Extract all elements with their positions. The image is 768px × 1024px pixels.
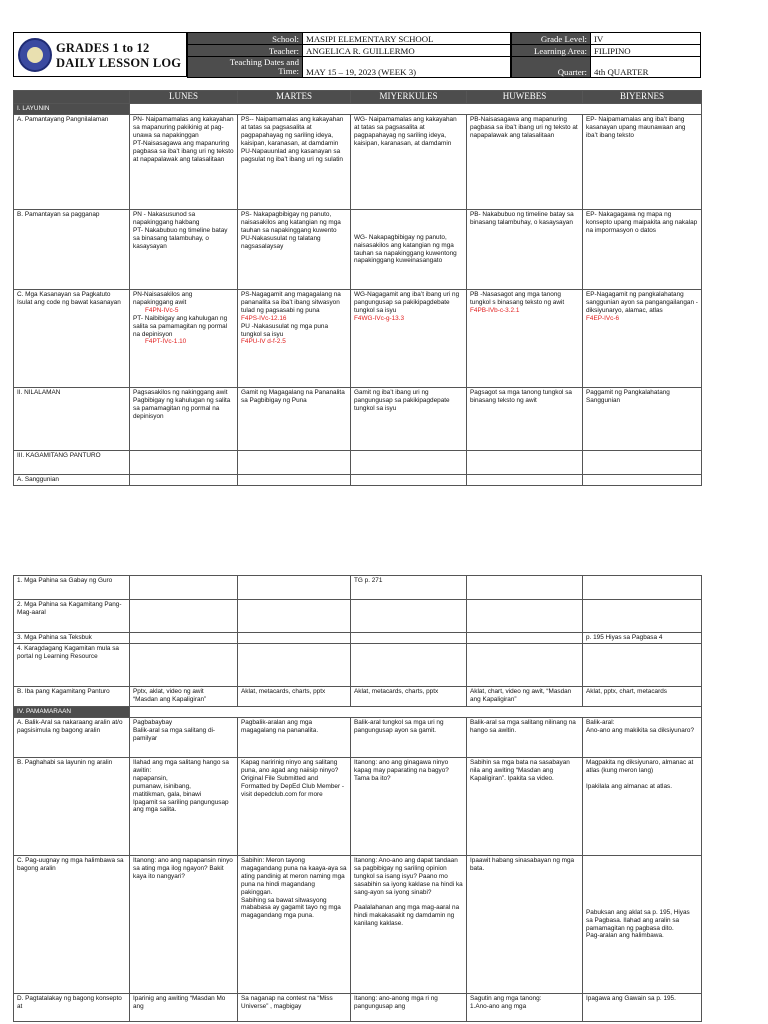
section-label: IV. PAMAMARAAN	[14, 707, 130, 718]
competency-code: F4PT-IVc-1.10	[145, 338, 187, 346]
logo-line-2: DAILY LESSON LOG	[56, 56, 182, 70]
table-row	[14, 856, 702, 994]
row-label: A. Sanggunian	[14, 475, 130, 486]
meta-right	[511, 32, 701, 78]
cell-lunes: Ilahad ang mga salitang hango sa awitin: napapansin, pumanaw, isinibang, matitikman, gala, binawi Ipagamit sa sariling pangungusap ang mga salita.	[130, 758, 238, 856]
competency-code: F4PS-IVc-12.16	[241, 314, 287, 322]
cell-lunes: Iparinig ang awiting “Masdan Mo ang	[130, 994, 238, 1022]
row-label: B. Paghahabi sa layunin ng aralin	[14, 758, 130, 856]
row-label: 2. Mga Pahina sa Kagamitang Pang- Mag-aaral	[14, 600, 130, 633]
quarter-label: Quarter:	[512, 57, 591, 78]
cell-martes: Pagbalik-aralan ang mga magagalang na pananalita.	[238, 718, 351, 758]
cell-lunes: PN- Naipamamalas ang kakayahan sa mapanuring pakikinig at pag-unawa sa napakinggan PT-Naisasagawa ang mapanuring pagbasa sa iba’t ibang uri ng teksto at napapalawak ang talasalitaan	[130, 115, 238, 210]
table-row	[14, 600, 702, 633]
dates-label-2: Time:	[278, 66, 299, 76]
logo-line-1: GRADES 1 to 12	[56, 41, 150, 55]
competency-code: F4EP-IVc-6	[586, 314, 620, 322]
area-value: FILIPINO	[591, 45, 701, 57]
dates-label-1: Teaching Dates and	[229, 57, 299, 67]
cell-lunes: Pptx, aklat, video ng awit “Masdan ang Kapaligiran”	[130, 687, 238, 707]
table-row	[14, 115, 702, 210]
meta-left	[187, 32, 511, 78]
table-row	[14, 718, 702, 758]
row-label: A. Pamantayang Pangnilalaman	[14, 115, 130, 210]
table-row	[14, 290, 702, 388]
cell-miyerkules: WG- Naipamamalas ang kakayahan at tatas sa pagsasalita at pagpapahayag ng sariling ideya, kaisipan, karanasan, at damdamin	[351, 115, 467, 210]
cell-lunes: PN-Naisasakilos ang napakinggang awit F4PN-IVc-5 PT- Naibibigay ang kahulugan ng salita sa pamamagitan ng pormal na depinisyon F4PT-IVc-1.10	[130, 290, 238, 388]
table-row	[14, 451, 702, 475]
day-huwebes: HUWEBES	[467, 91, 583, 104]
cell-martes: Aklat, metacards, charts, pptx	[238, 687, 351, 707]
row-label: 1. Mga Pahina sa Gabay ng Guro	[14, 576, 130, 600]
logo-box	[13, 32, 187, 77]
school-label: School:	[188, 33, 303, 45]
cell-martes: Kapag naririnig ninyo ang salitang puna, ano agad ang naiisip ninyo? Original File Submitted and Formatted by DepEd Club Member - visit depedclub.com for more	[238, 758, 351, 856]
row-label: III. KAGAMITANG PANTURO	[14, 451, 130, 475]
table-row	[14, 475, 702, 486]
cell-miyerkules: Itanong: Ano-ano ang dapat tandaan sa pagbibigay ng sariling opinion tungkol sa isang isyu? Paano mo sasabihin sa iyong kaklase na hindi ka sang-ayon sa iyong sinabi? Paalalahanan ang mga mag-aaral na hindi makakasakit ng damdamin ng kanilang kaklase.	[351, 856, 467, 994]
cell-huwebes: Pagsagot sa mga tanong tungkol sa binasang teksto ng awit	[467, 388, 583, 451]
cell-lunes: Pagsasakilos ng nakinggang awit Pagbibigay ng kahulugan ng salita sa pamamagitan ng pormal na depinisyon	[130, 388, 238, 451]
cell-martes: PS- Nakapagbibigay ng panuto, naisasakilos ang katangian ng mga tauhan sa napakinggang kuwento PU-Nakasusulat ng talatang nagsasalaysay	[238, 210, 351, 290]
competency-code: F4PB-IVb-c-3.2.1	[470, 306, 520, 314]
cell-biyernes: Balik-aral: Ano-ano ang makikita sa diksiyunaro?	[583, 718, 702, 758]
cell-biyernes: Paggamit ng Pangkalahatang Sanggunian	[583, 388, 702, 451]
table-row	[14, 758, 702, 856]
table-row	[14, 644, 702, 687]
cell-miyerkules: Gamit ng iba’t ibang uri ng pangungusap sa pakikipagdepate tungkol sa isyu	[351, 388, 467, 451]
row-label: 4. Karagdagang Kagamitan mula sa portal ng Learning Resource	[14, 644, 130, 687]
logo-title	[56, 41, 181, 71]
table-row	[14, 388, 702, 451]
competency-code: F4WG-IVc-g-13.3	[354, 314, 405, 322]
cell-huwebes: Aklat, chart, video ng awit, “Masdan ang Kapaligiran”	[467, 687, 583, 707]
cell-biyernes: EP- Nakagagawa ng mapa ng konsepto upang maipakita ang nakalap na impormasyon o datos	[583, 210, 702, 290]
dll-header	[13, 32, 701, 77]
table-row	[14, 576, 702, 600]
grade-label: Grade Level:	[512, 33, 591, 45]
cell-huwebes: Ipaawit habang sinasabayan ng mga bata.	[467, 856, 583, 994]
cell-huwebes: PB -Nasasagot ang mga tanong tungkol s binasang teksto ng awit F4PB-IVb-c-3.2.1	[467, 290, 583, 388]
grade-value: IV	[591, 33, 701, 45]
cell-biyernes: Magpakita ng diksiyunaro, almanac at atlas (kung meron lang) Ipakilala ang almanac at atlas.	[583, 758, 702, 856]
cell-lunes	[130, 576, 238, 600]
cell-lunes: PN - Nakasusunod sa napakinggang hakbang PT- Nakabubuo ng timeline batay sa binasang talambuhay, o kasaysayan	[130, 210, 238, 290]
dates-label	[188, 57, 303, 78]
cell-miyerkules: Balik-aral tungkol sa mga uri ng pangungusap ayon sa gamit.	[351, 718, 467, 758]
cell-huwebes: Balik-aral sa mga salitang nilinang na hango sa awitin.	[467, 718, 583, 758]
competency-code: F4PU-IV d-f-2.5	[241, 338, 286, 346]
dll-table-page-2	[13, 575, 702, 1022]
row-label: D. Pagtatalakay ng bagong konsepto at	[14, 994, 130, 1022]
cell-miyerkules: WG- Nakapagbibigay ng panuto, naisasakilos ang katangian ng mga tauhan sa napakinggang kuwentong napakinggang kuweinasangato	[351, 210, 467, 290]
dll-table-page-1	[13, 90, 702, 486]
cell-martes	[238, 576, 351, 600]
section-layunin	[14, 104, 702, 115]
cell-huwebes: Sagutin ang mga tanong: 1.Ano-ano ang mga	[467, 994, 583, 1022]
row-label: 3. Mga Pahina sa Teksbuk	[14, 633, 130, 644]
cell-biyernes: Aklat, pptx, chart, metacards	[583, 687, 702, 707]
corner-cell	[14, 91, 130, 104]
day-martes: MARTES	[238, 91, 351, 104]
cell-biyernes: p. 195 Hiyas sa Pagbasa 4	[583, 633, 702, 644]
deped-seal-icon	[18, 38, 52, 72]
teacher-label: Teacher:	[188, 45, 303, 57]
cell-huwebes: PB- Nakabubuo ng timeline batay sa binasang talambuhay, o kasaysayan	[467, 210, 583, 290]
cell-miyerkules: Itanong: ano-anong mga ri ng pangungusap ang	[351, 994, 467, 1022]
table-row	[14, 687, 702, 707]
cell-martes: Gamit ng Magagalang na Pananalita sa Pagbibigay ng Puna	[238, 388, 351, 451]
cell-biyernes	[583, 576, 702, 600]
competency-code: F4PN-IVc-5	[145, 306, 179, 314]
cell-huwebes: Sabihin sa mga bata na sasabayan nila ang awiting “Masdan ang Kapaligiran”. Ipakita sa video.	[467, 758, 583, 856]
cell-martes: Sabihin: Meron tayong magagandang puna na kaaya-aya sa ating pandinig at meron naming mga puna na hindi magandang pakinggan. Sabihing sa bawat sitwasyong mababasa ay gagamit tayo ng mga magagandang mga puna.	[238, 856, 351, 994]
day-header-row	[14, 91, 702, 104]
cell-biyernes: EP- Naipamamalas ang iba’t ibang kasanayan upang maunawaan ang iba’t ibang teksto	[583, 115, 702, 210]
day-miyerkules: MIYERKULES	[351, 91, 467, 104]
cell-martes: Sa naganap na contest na “Miss Universe” , magbigay	[238, 994, 351, 1022]
table-row	[14, 994, 702, 1022]
cell-biyernes: EP-Nagagamit ng pangkalahatang sanggunian ayon sa pangangailangan -diksiyunaryo, alamac, atlas F4EP-IVc-6	[583, 290, 702, 388]
cell-lunes: Pagbabaybay Balik-aral sa mga salitang di-pamilyar	[130, 718, 238, 758]
cell-martes: PS-Nagagamit ang magagalang na pananalita sa iba’t ibang sitwasyon tulad ng pagsasabi ng puna F4PS-IVc-12.16 PU -Nakasusulat ng mga puna tungkol sa isyu F4PU-IV d-f-2.5	[238, 290, 351, 388]
section-label: I. LAYUNIN	[14, 104, 130, 115]
day-biyernes: BIYERNES	[583, 91, 702, 104]
school-value: MASIPI ELEMENTARY SCHOOL	[303, 33, 511, 45]
cell-biyernes: Ipagawa ang Gawain sa p. 195.	[583, 994, 702, 1022]
cell-huwebes	[467, 576, 583, 600]
cell-martes: PS-- Naipamamalas ang kakayahan at tatas sa pagsasalita at pagpapahayag ng sariling ideya, kaisipan, karanasan, at damdamin PU-Napauunlad ang kasanayan sa pagsulat ng iba’t ibang uri ng sulatin	[238, 115, 351, 210]
cell-miyerkules: Aklat, metacards, charts, pptx	[351, 687, 467, 707]
quarter-value: 4th QUARTER	[591, 57, 701, 78]
row-label: B. Pamantayan sa pagganap	[14, 210, 130, 290]
table-row	[14, 210, 702, 290]
section-pamamaraan	[14, 707, 702, 718]
row-label: B. Iba pang Kagamitang Panturo	[14, 687, 130, 707]
row-label: II. NILALAMAN	[14, 388, 130, 451]
cell-lunes: Itanong: ano ang napapansin ninyo sa ating mga ilog ngayon? Bakit kaya ito nangyari?	[130, 856, 238, 994]
dates-value: MAY 15 – 19, 2023 (WEEK 3)	[303, 57, 511, 78]
cell-miyerkules: TG p. 271	[351, 576, 467, 600]
cell-miyerkules: WG-Nagagamit ang iba’t ibang uri ng pangungusap sa pakikipagdebate tungkol sa isyu F4WG-IVc-g-13.3	[351, 290, 467, 388]
table-row	[14, 633, 702, 644]
row-label: A. Balik-Aral sa nakaraang aralin at/o pagsisimula ng bagong aralin	[14, 718, 130, 758]
cell-miyerkules: Itanong: ano ang ginagawa ninyo kapag may paparating na bagyo? Tama ba ito?	[351, 758, 467, 856]
day-lunes: LUNES	[130, 91, 238, 104]
teacher-value: ANGELICA R. GUILLERMO	[303, 45, 511, 57]
cell-huwebes: PB-Naisasagawa ang mapanuring pagbasa sa iba’t ibang uri ng teksto at napapalawak ang talasalitaan	[467, 115, 583, 210]
row-label: C. Mga Kasanayan sa Pagkatuto Isulat ang code ng bawat kasanayan	[14, 290, 130, 388]
row-label: C. Pag-uugnay ng mga halimbawa sa bagong aralin	[14, 856, 130, 994]
area-label: Learning Area:	[512, 45, 591, 57]
cell-biyernes: Pabuksan ang aklat sa p. 195, Hiyas sa Pagbasa. Ilahad ang aralin sa pamamagitan ng pagbasa dito. Pag-aralan ang halimbawa.	[583, 856, 702, 994]
